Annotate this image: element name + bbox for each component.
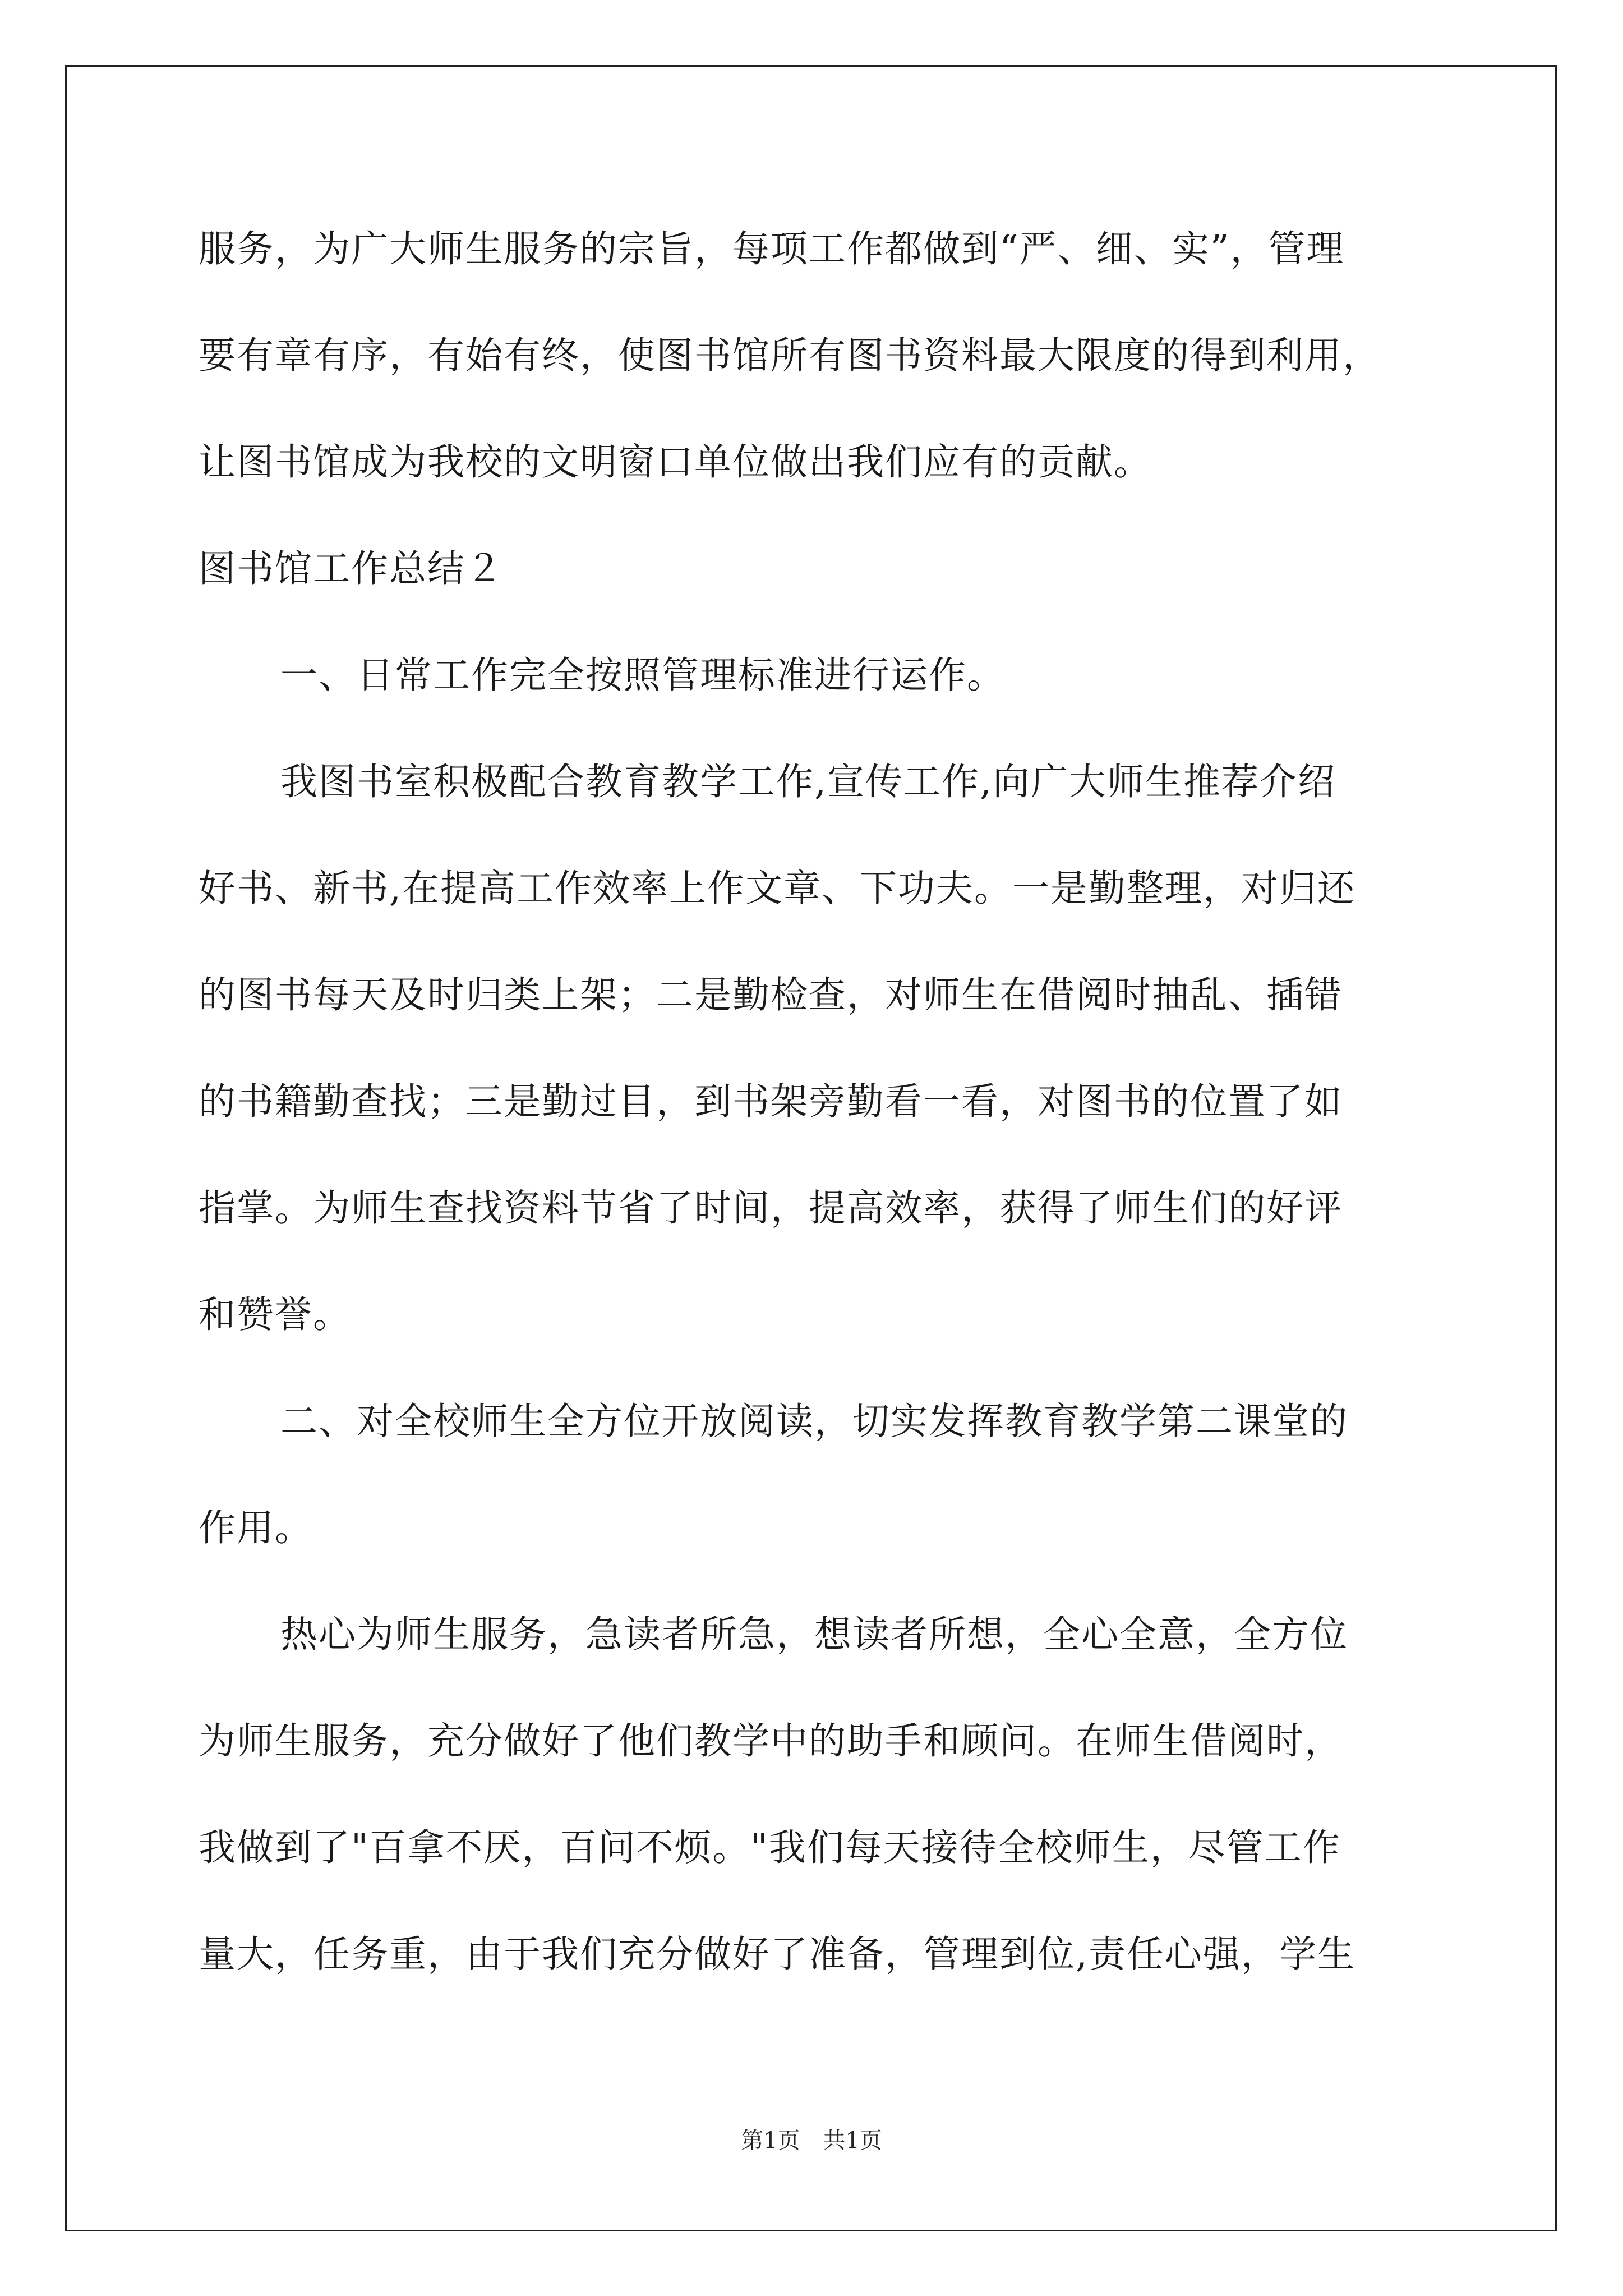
text-line: 图书馆工作总结２ (199, 547, 504, 590)
page-total: 共1页 (823, 2128, 882, 2154)
text-line: 作用。 (199, 1506, 313, 1549)
text-line: 要有章有序，有始有终，使图书馆所有图书资料最大限度的得到利用， (199, 334, 1381, 377)
page-number: 第1页 (741, 2128, 800, 2154)
text-line: 的书籍勤查找；三是勤过目，到书架旁勤看一看，对图书的位置了如 (199, 1080, 1343, 1123)
text-line: 我图书室积极配合教育教学工作,宣传工作,向广大师生推荐介绍 (280, 760, 1336, 803)
text-line: 让图书馆成为我校的文明窗口单位做出我们应有的贡献。 (199, 440, 1152, 484)
text-line: 指掌。为师生查找资料节省了时间，提高效率，获得了师生们的好评 (199, 1186, 1343, 1230)
text-line: 好书、新书,在提高工作效率上作文章、下功夫。一是勤整理，对归还 (199, 867, 1355, 910)
text-line: 一、日常工作完全按照管理标准进行运作。 (280, 654, 1005, 697)
text-line: 热心为师生服务，急读者所急，想读者所想，全心全意，全方位 (280, 1613, 1348, 1656)
text-line: 二、对全校师生全方位开放阅读，切实发挥教育教学第二课堂的 (280, 1400, 1348, 1443)
text-line: 量大，任务重，由于我们充分做好了准备，管理到位,责任心强，学生 (199, 1932, 1355, 1976)
text-line: 和赞誉。 (199, 1293, 351, 1336)
text-line: 我做到了"百拿不厌，百问不烦。"我们每天接待全校师生，尽管工作 (199, 1826, 1341, 1869)
page-footer (0, 2125, 1623, 2156)
text-line: 的图书每天及时归类上架；二是勤检查，对师生在借阅时抽乱、插错 (199, 973, 1343, 1016)
document-body (199, 220, 1427, 2032)
text-line: 服务，为广大师生服务的宗旨，每项工作都做到“严、细、实”，管理 (199, 227, 1345, 270)
text-line: 为师生服务，充分做好了他们教学中的助手和顾问。在师生借阅时， (199, 1719, 1343, 1763)
